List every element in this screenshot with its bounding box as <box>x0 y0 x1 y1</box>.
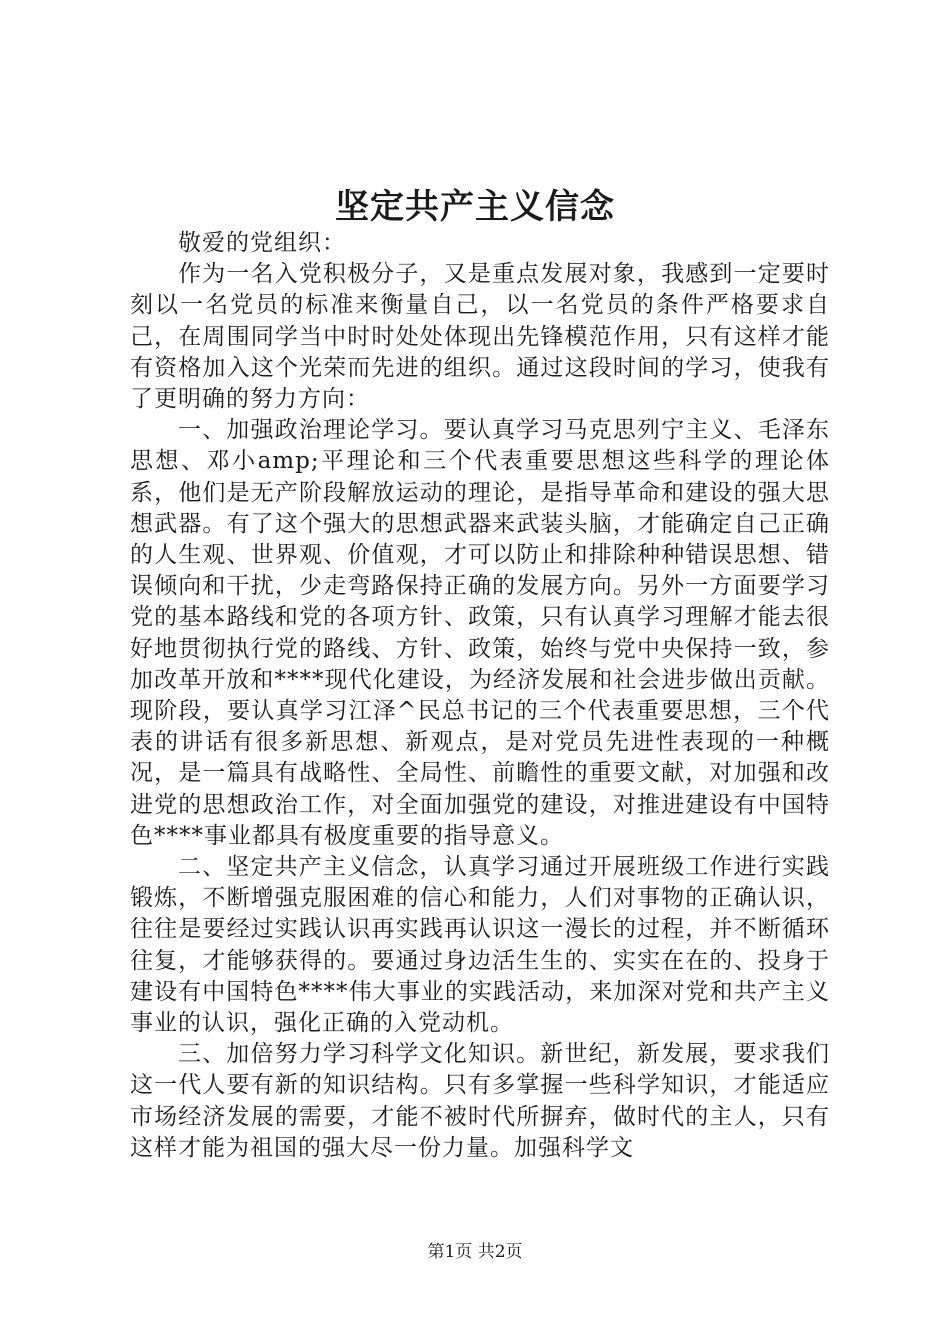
paragraph-intro: 作为一名入党积极分子，又是重点发展对象，我感到一定要时刻以一名党员的标准来衡量自己，以一名党员的条件严格要求自己，在周围同学当中时时处处体现出先锋模范作用，只有这样才能有资格加入这个光荣而先进的组织。通过这段时间的学习，使我有了更明确的努力方向： <box>130 261 830 413</box>
paragraph-section-1: 一、加强政治理论学习。要认真学习马克思列宁主义、毛泽东思想、邓小amp;平理论和三个代表重要思想这些科学的理论体系，他们是无产阶段解放运动的理论，是指导革命和建设的强大思想武器。有了这个强大的思想武器来武装头脑，才能确定自己正确的人生观、世界观、价值观，才可以防止和排除种种错误思想、错误倾向和干扰，少走弯路保持正确的发展方向。另外一方面要学习党的基本路线和党的各项方针、政策，只有认真学习理解才能去很好地贯彻执行党的路线、方针、政策，始终与党中央保持一致，参加改革开放和****现代化建设，为经济发展和社会进步做出贡献。现阶段，要认真学习江泽^民总书记的三个代表重要思想，三个代表的讲话有很多新思想、新观点，是对党员先进性表现的一种概况，是一篇具有战略性、全局性、前瞻性的重要文献，对加强和改进党的思想政治工作，对全面加强党的建设，对推进建设有中国特色****事业都具有极度重要的指导意义。 <box>130 417 830 849</box>
paragraph-section-2: 二、坚定共产主义信念，认真学习通过开展班级工作进行实践锻炼，不断增强克服困难的信心和能力，人们对事物的正确认识，往往是要经过实践认识再实践再认识这一漫长的过程，并不断循环往复，才能够获得的。要通过身边活生生的、实实在在的、投身于建设有中国特色****伟大事业的实践活动，来加深对党和共产主义事业的认识，强化正确的入党动机。 <box>130 854 830 1037</box>
page-footer: 第1页 共2页 <box>427 1242 523 1262</box>
paragraph-section-3: 三、加倍努力学习科学文化知识。新世纪，新发展，要求我们这一代人要有新的知识结构。只有多掌握一些科学知识，才能适应市场经济发展的需要，才能不被时代所摒弃，做时代的主人，只有这样才能为祖国的强大尽一份力量。加强科学文 <box>130 1041 830 1161</box>
document-title: 坚定共产主义信念 <box>335 187 615 227</box>
salutation: 敬爱的党组织： <box>178 230 346 256</box>
document-body <box>130 228 830 1164</box>
